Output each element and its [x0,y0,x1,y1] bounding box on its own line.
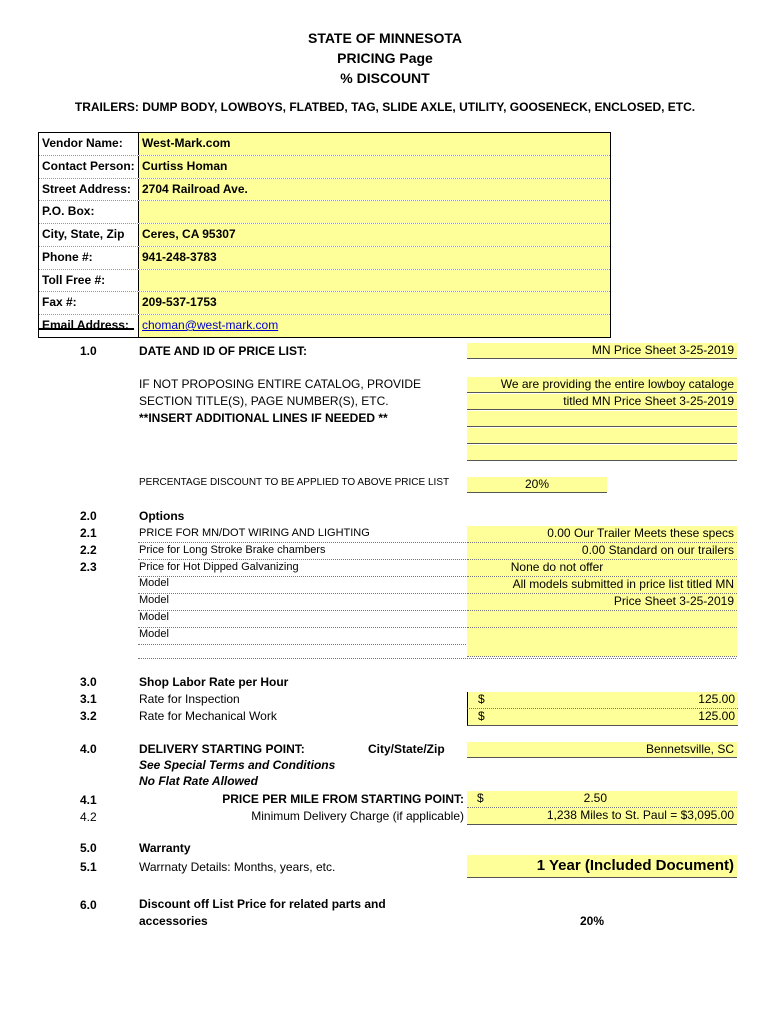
vendor-name-field[interactable]: West-Mark.com [139,133,610,155]
vendor-row [39,270,610,293]
toll-free-field[interactable] [139,270,610,292]
mechanical-rate-label: Rate for Mechanical Work [139,709,277,723]
street-address-field[interactable]: 2704 Railroad Ave. [139,179,610,201]
section-number: 2.0 [80,509,97,523]
discount-percentage-field[interactable]: 20% [467,477,607,493]
minimum-delivery-label: Minimum Delivery Charge (if applicable) [251,809,464,823]
email-label: Email Address: [39,315,139,337]
price-list-id-label: DATE AND ID OF PRICE LIST: [139,344,307,358]
vendor-row [39,292,610,315]
street-address-label: Street Address: [39,179,139,201]
section-number: 3.0 [80,675,97,689]
city-state-zip-label: City, State, Zip [39,224,139,246]
warranty-heading: Warranty [139,841,191,855]
parts-discount-value[interactable]: 20% [580,914,605,928]
vendor-row [39,201,610,224]
po-box-field[interactable] [139,201,610,223]
option-label-brake: Price for Long Stroke Brake chambers [139,544,326,556]
section-number: 6.0 [80,898,97,912]
city-state-zip-field[interactable]: Ceres, CA 95307 [139,224,610,246]
section-number: 4.2 [80,810,97,824]
contact-person-label: Contact Person: [39,156,139,178]
divider [38,328,134,330]
partial-catalog-instruction: SECTION TITLE(S), PAGE NUMBER(S), ETC. [139,394,389,408]
section-number: 2.3 [80,560,97,574]
vendor-row [39,133,610,156]
warranty-details-label: Warrnaty Details: Months, years, etc. [139,860,336,874]
discount-percentage-label: PERCENTAGE DISCOUNT TO BE APPLIED TO ABOVE PRICE LIST [139,477,450,488]
trailer-categories-subtitle: TRAILERS: DUMP BODY, LOWBOYS, FLATBED, TAG, SLIDE AXLE, UTILITY, GOOSENECK, ENCLOSED, ETC. [74,100,696,114]
minimum-delivery-field[interactable]: 1,238 Miles to St. Paul = $3,095.00 [467,808,737,825]
inspection-rate-field[interactable]: $ 125.00 [467,692,738,709]
insert-lines-note: **INSERT ADDITIONAL LINES IF NEEDED ** [139,411,388,425]
vendor-row [39,247,610,270]
mechanical-rate-field[interactable]: $ 125.00 [467,709,738,726]
option-label-galvanizing: Price for Hot Dipped Galvanizing [139,561,299,573]
warranty-details-field[interactable]: 1 Year (Included Document) [467,855,737,878]
vendor-info-table [38,132,611,338]
section-number: 2.1 [80,526,97,540]
section-number: 3.1 [80,692,97,706]
option-value-model[interactable]: Price Sheet 3-25-2019 [467,594,737,611]
city-state-zip-heading: City/State/Zip [368,742,445,756]
parts-discount-label: Discount off List Price for related parts and [139,897,386,911]
option-label-model: Model [139,628,169,640]
no-flat-rate-note: No Flat Rate Allowed [139,774,258,788]
page-title-pricing: PRICING Page [337,50,433,66]
option-value-model[interactable] [467,611,737,628]
option-label-model: Model [139,611,169,623]
delivery-start-field[interactable]: Bennetsville, SC [467,742,737,758]
email-link[interactable]: choman@west-mark.com [139,315,610,337]
partial-catalog-field[interactable]: We are providing the entire lowboy cataloge [467,377,737,393]
page-title-state: STATE OF MINNESOTA [308,30,462,46]
vendor-row [39,224,610,247]
section-number: 1.0 [80,344,97,358]
labor-rate-heading: Shop Labor Rate per Hour [139,675,289,689]
fax-field[interactable]: 209-537-1753 [139,292,610,314]
page-title-discount: % DISCOUNT [340,70,430,86]
price-per-mile-label: PRICE PER MILE FROM STARTING POINT: [222,792,464,806]
option-value-model[interactable] [467,642,737,657]
section-number: 4.1 [80,793,97,807]
section-number: 5.0 [80,841,97,855]
option-value-model[interactable]: All models submitted in price list titled MN [467,577,737,594]
option-value-wiring[interactable]: 0.00 Our Trailer Meets these specs [467,526,737,543]
toll-free-label: Toll Free #: [39,270,139,292]
partial-catalog-field[interactable]: titled MN Price Sheet 3-25-2019 [467,394,737,410]
po-box-label: P.O. Box: [39,201,139,223]
vendor-row [39,315,610,337]
section-number: 3.2 [80,709,97,723]
option-value-galvanizing[interactable]: None do not offer [467,560,737,577]
options-heading: Options [139,509,185,523]
inspection-rate-label: Rate for Inspection [139,692,240,706]
special-terms-note: See Special Terms and Conditions [139,758,336,772]
option-label-model: Model [139,594,169,606]
partial-catalog-field[interactable] [467,428,737,444]
option-label-wiring: PRICE FOR MN/DOT WIRING AND LIGHTING [139,527,370,539]
price-per-mile-field[interactable]: $ 2.50 [467,791,737,808]
option-value-brake[interactable]: 0.00 Standard on our trailers [467,543,737,560]
price-list-id-field[interactable]: MN Price Sheet 3-25-2019 [467,343,737,359]
partial-catalog-field[interactable] [467,411,737,427]
vendor-row [39,179,610,202]
partial-catalog-field[interactable] [467,445,737,461]
parts-discount-label: accessories [139,914,208,928]
fax-label: Fax #: [39,292,139,314]
section-number: 2.2 [80,543,97,557]
option-label-model: Model [139,577,169,589]
contact-person-field[interactable]: Curtiss Homan [139,156,610,178]
partial-catalog-instruction: IF NOT PROPOSING ENTIRE CATALOG, PROVIDE [139,377,422,391]
phone-field[interactable]: 941-248-3783 [139,247,610,269]
delivery-start-label: DELIVERY STARTING POINT: [139,742,305,756]
phone-label: Phone #: [39,247,139,269]
vendor-row [39,156,610,179]
vendor-name-label: Vendor Name: [39,133,139,155]
section-number: 4.0 [80,742,97,756]
section-number: 5.1 [80,860,97,874]
